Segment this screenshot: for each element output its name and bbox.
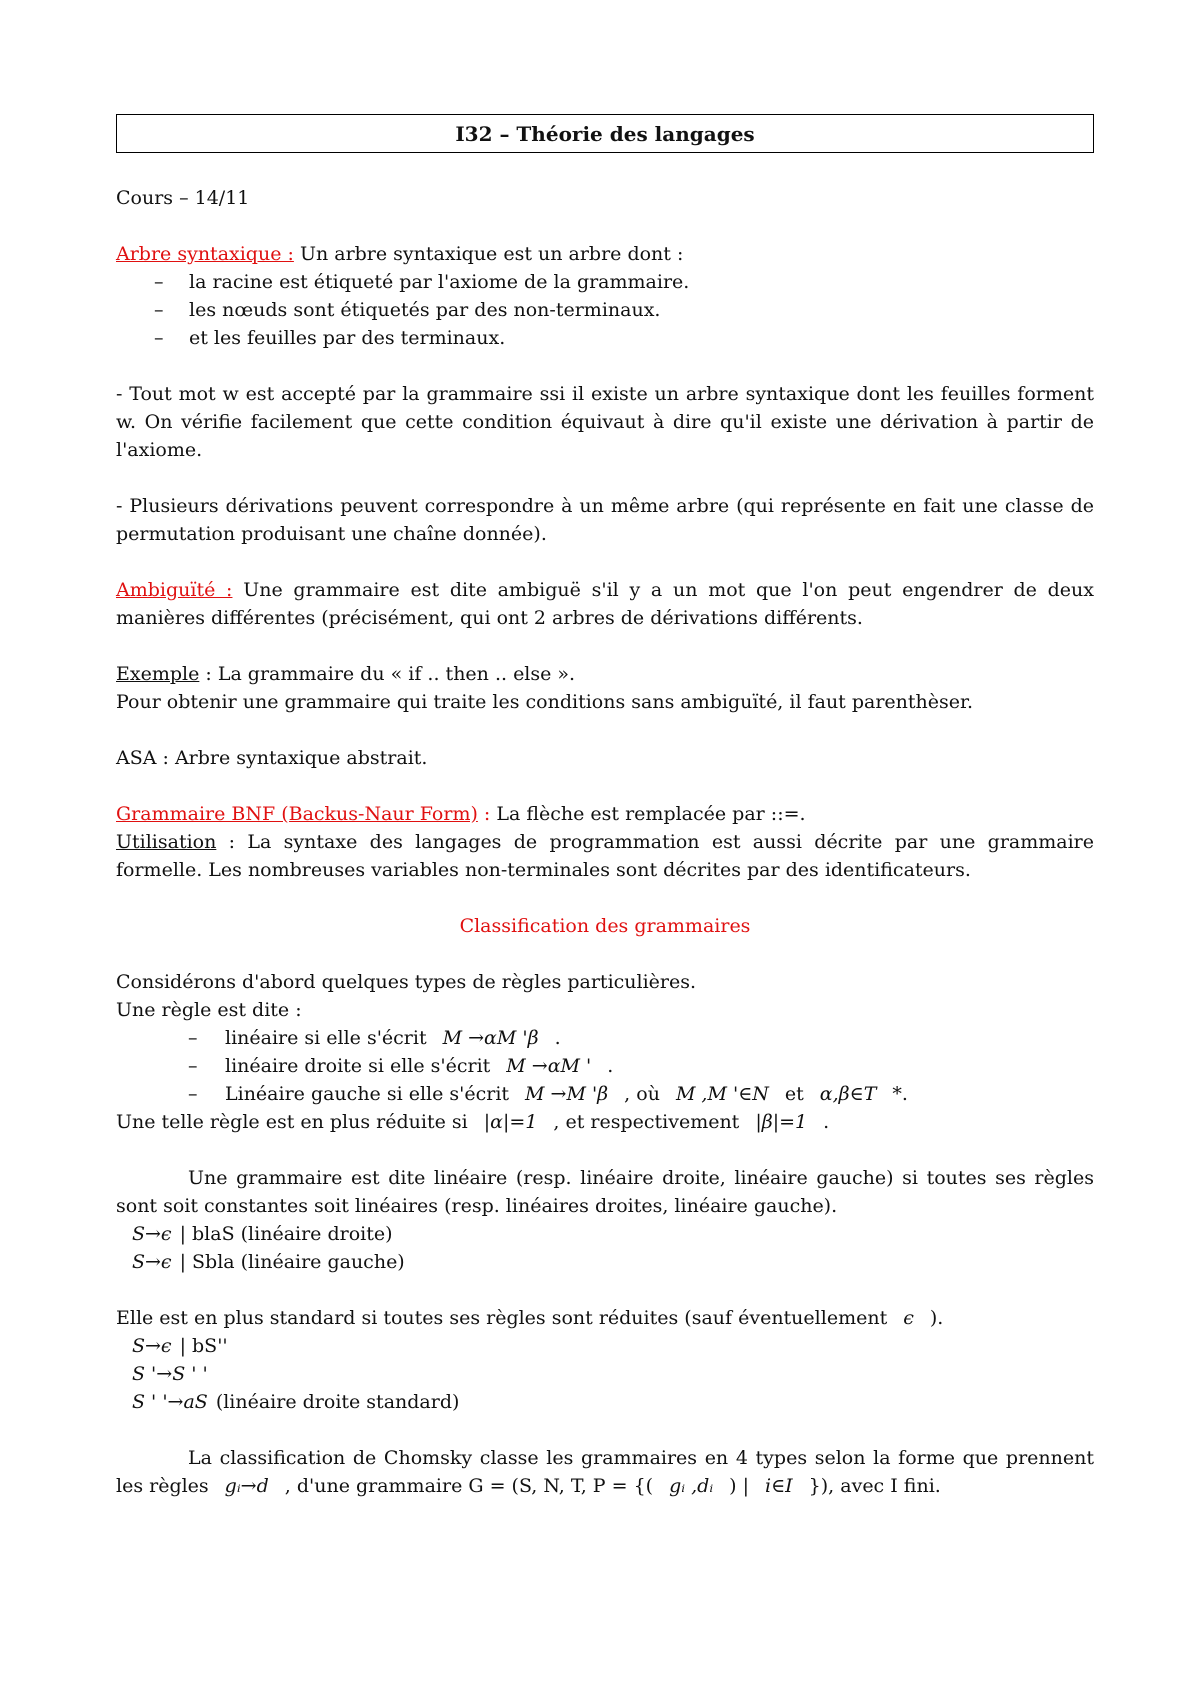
regle-math: M ,M '∈N: [675, 1083, 769, 1105]
reduite-math: |β|=1: [755, 1111, 808, 1133]
regle-text: linéaire si elle s'écrit: [225, 1027, 427, 1049]
rule-math: S ' '→aS: [132, 1391, 208, 1413]
regle-end: *.: [892, 1083, 908, 1105]
rule-text: | bS'': [179, 1335, 228, 1357]
utilisation-term: Utilisation: [116, 831, 217, 853]
list-item: – les nœuds sont étiquetés par des non-terminaux.: [116, 296, 1094, 324]
arbre-term: Arbre syntaxique :: [116, 243, 294, 265]
regle-math: α,β∈T: [819, 1083, 877, 1105]
regle-math: M →M 'β: [525, 1083, 609, 1105]
cours-date: Cours – 14/11: [116, 187, 250, 209]
rule-text: | blaS (linéaire droite): [179, 1223, 393, 1245]
regle-after: .: [554, 1027, 561, 1049]
standard-text: Elle est en plus standard si toutes ses règles sont réduites (sauf éventuellement: [116, 1307, 888, 1329]
exemple-line-2: Pour obtenir une grammaire qui traite les conditions sans ambiguïté, il faut parenthèser.: [116, 691, 974, 713]
rule-text: (linéaire droite standard): [215, 1391, 460, 1413]
asa-line: ASA : Arbre syntaxique abstrait.: [116, 747, 428, 769]
chomsky-paragraph: [116, 1444, 1094, 1500]
reduite-text: Une telle règle est en plus réduite si: [116, 1111, 468, 1133]
arbre-definition: [116, 240, 1094, 268]
classification-intro-2: Une règle est dite :: [116, 999, 302, 1021]
bnf-line: [116, 800, 1094, 828]
regle-mid: et: [784, 1083, 804, 1105]
exemple-term: Exemple: [116, 663, 200, 685]
standard-line: [116, 1304, 1094, 1332]
list-item: – la racine est étiqueté par l'axiome de la grammaire.: [116, 268, 1094, 296]
example-rule: [116, 1220, 1094, 1248]
regle-math: M →αM 'β: [442, 1027, 539, 1049]
classification-heading: Classification des grammaires: [459, 915, 751, 937]
regle-math: M →αM ': [506, 1055, 592, 1077]
standard-rule: [116, 1388, 1094, 1416]
list-item: [116, 1080, 1094, 1108]
ambiguite-definition: [116, 576, 1094, 632]
list-item: – et les feuilles par des terminaux.: [116, 324, 1094, 352]
chomsky-math: i∈I: [765, 1475, 793, 1497]
regle-text: Linéaire gauche si elle s'écrit: [225, 1083, 510, 1105]
exemple-def-text: : La grammaire du « if .. then .. else ».: [199, 663, 576, 685]
bnf-def-text: La flèche est remplacée par ::=.: [490, 803, 806, 825]
paragraph-derivations: - Plusieurs dérivations peuvent correspondre à un même arbre (qui représente en fait une classe de permutation produisant une chaîne donnée).: [116, 495, 1094, 545]
rule-math: S→ϵ: [132, 1223, 172, 1245]
chomsky-text: , d'une grammaire G = (S, N, T, P = {(: [284, 1475, 654, 1497]
chomsky-math: gᵢ→d: [224, 1475, 269, 1497]
rule-math: S→ϵ: [132, 1335, 172, 1357]
example-rule: [116, 1248, 1094, 1276]
reduite-math: |α|=1: [483, 1111, 538, 1133]
regle-text: linéaire droite si elle s'écrit: [225, 1055, 491, 1077]
chomsky-math: gᵢ ,dᵢ: [669, 1475, 714, 1497]
ambiguite-term: Ambiguïté :: [116, 579, 233, 601]
rule-math: S→ϵ: [132, 1251, 172, 1273]
regle-after: , où: [624, 1083, 660, 1105]
chomsky-text: }), avec I fini.: [808, 1475, 941, 1497]
document-body: [116, 184, 1094, 1500]
ambiguite-def-text: Une grammaire est dite ambiguë s'il y a un mot que l'on peut engendrer de deux manières différentes (précisément, qui ont 2 arbres de dérivations différents.: [116, 579, 1094, 629]
paragraph-mot-accepte: - Tout mot w est accepté par la grammaire ssi il existe un arbre syntaxique dont les feuilles forment w. On vérifie facilement que cette condition équivaut à dire qu'il existe une dérivation à partir de l'axiome.: [116, 383, 1094, 461]
chomsky-text: ) |: [729, 1475, 750, 1497]
reduite-line: [116, 1108, 1094, 1136]
classification-intro-1: Considérons d'abord quelques types de règles particulières.: [116, 971, 697, 993]
regle-after: .: [607, 1055, 614, 1077]
bnf-colon: :: [477, 803, 491, 825]
list-item: [116, 1052, 1094, 1080]
chomsky-text: La classification de Chomsky classe les grammaires en 4 types selon la forme que prennent les règles: [116, 1447, 1094, 1497]
arbre-def-text: Un arbre syntaxique est un arbre dont :: [293, 243, 684, 265]
reduite-mid: , et respectivement: [553, 1111, 740, 1133]
utilisation-line: [116, 828, 1094, 884]
page-title-box: [116, 114, 1094, 153]
standard-rule: [116, 1360, 1094, 1388]
arbre-list: [116, 268, 1094, 352]
regle-list: [116, 1024, 1094, 1108]
rule-text: | Sbla (linéaire gauche): [179, 1251, 405, 1273]
utilisation-def-text: : La syntaxe des langages de programmation est aussi décrite par une grammaire formelle. Les nombreuses variables non-terminales sont décrites par des identificateurs.: [116, 831, 1094, 881]
standard-end: ).: [929, 1307, 944, 1329]
standard-rule: [116, 1332, 1094, 1360]
standard-math: ϵ: [903, 1307, 914, 1329]
bnf-term: Grammaire BNF (Backus-Naur Form): [116, 803, 478, 825]
reduite-end: .: [823, 1111, 830, 1133]
rule-math: S '→S ' ': [132, 1363, 208, 1385]
exemple-line: [116, 660, 1094, 688]
list-item: [116, 1024, 1094, 1052]
lineaire-paragraph: Une grammaire est dite linéaire (resp. linéaire droite, linéaire gauche) si toutes ses règles sont soit constantes soit linéaires (resp. linéaires droites, linéaire gauche).: [116, 1167, 1094, 1217]
page-title: I32 – Théorie des langages: [455, 121, 755, 146]
